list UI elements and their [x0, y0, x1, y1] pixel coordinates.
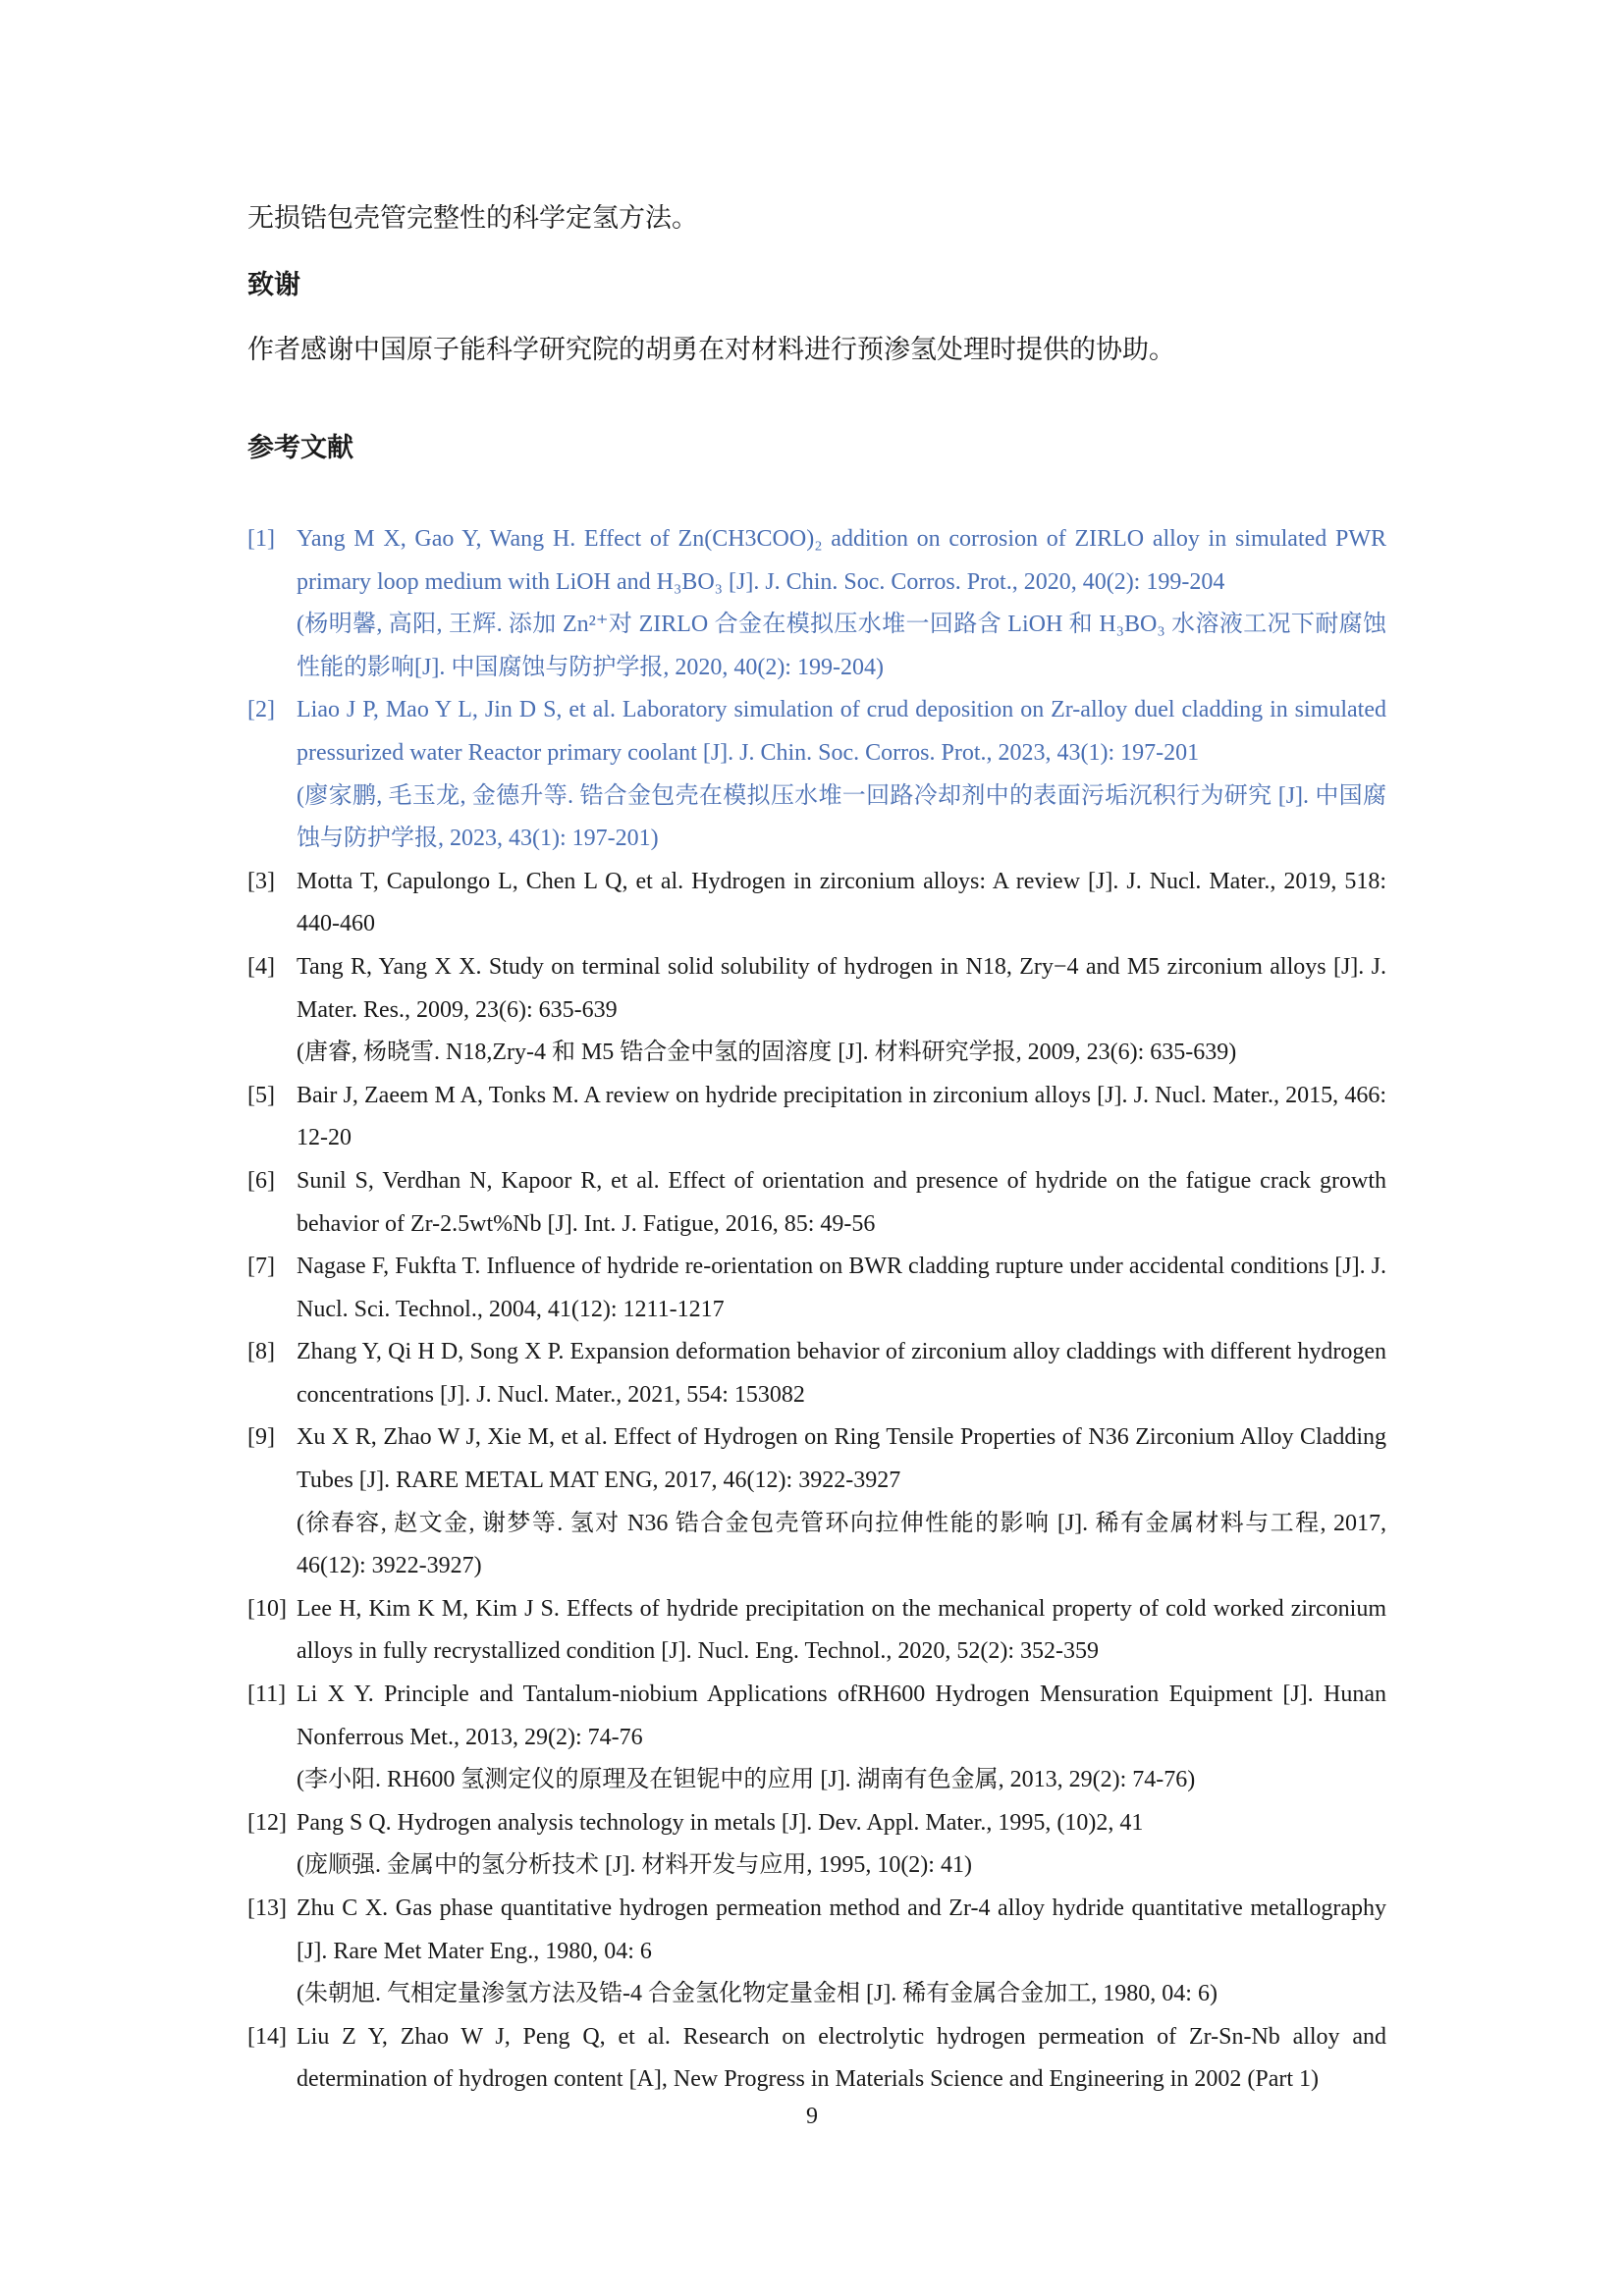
- reference-english: Sunil S, Verdhan N, Kapoor R, et al. Effect of orientation and presence of hydride on the fatigue crack growth behavior of Zr-2.5wt%Nb [J]. Int. J. Fatigue, 2016, 85: 49-56: [297, 1167, 1386, 1237]
- reference-number: [3]: [247, 868, 275, 894]
- reference-item: [247, 1674, 1386, 1802]
- reference-item: [247, 518, 1386, 689]
- reference-number: [2]: [247, 697, 275, 723]
- reference-number: [11]: [247, 1682, 287, 1708]
- reference-item: [247, 2016, 1386, 2102]
- reference-item: [247, 689, 1386, 860]
- reference-number: [8]: [247, 1339, 275, 1365]
- intro-line: 无损锆包壳管完整性的科学定氢方法。: [247, 203, 698, 233]
- reference-chinese: (徐春容, 赵文金, 谢梦等. 氢对 N36 锆合金包壳管环向拉伸性能的影响 [J]. 稀有金属材料与工程, 2017, 46(12): 3922-3927): [297, 1510, 1386, 1579]
- reference-number: [7]: [247, 1254, 275, 1280]
- page-number: 9: [806, 2104, 818, 2129]
- reference-item: [247, 1331, 1386, 1416]
- ack-text: 作者感谢中国原子能科学研究院的胡勇在对材料进行预渗氢处理时提供的协助。: [247, 335, 1175, 364]
- reference-chinese: (李小阳. RH600 氢测定仪的原理及在钽铌中的应用 [J]. 湖南有色金属, 2013, 29(2): 74-76): [297, 1767, 1196, 1793]
- ack-heading: 致谢: [247, 270, 300, 300]
- reference-english: Liu Z Y, Zhao W J, Peng Q, et al. Research on electrolytic hydrogen permeation of Zr-Sn-Nb alloy and determination of hydrogen content [A], New Progress in Materials Science and Engineering in 2002 (Part 1): [297, 2023, 1386, 2093]
- reference-item: [247, 1246, 1386, 1331]
- reference-number: [6]: [247, 1167, 275, 1194]
- reference-item: [247, 1802, 1386, 1888]
- reference-number: [9]: [247, 1424, 275, 1451]
- reference-english: Zhu C X. Gas phase quantitative hydrogen permeation method and Zr-4 alloy hydride quantitative metallography [J]. Rare Met Mater Eng., 1980, 04: 6: [297, 1896, 1386, 1964]
- reference-english: Motta T, Capulongo L, Chen L Q, et al. Hydrogen in zirconium alloys: A review [J]. J. Nucl. Mater., 2019, 518: 440-460: [297, 868, 1386, 937]
- reference-number: [1]: [247, 526, 275, 552]
- reference-item: [247, 1160, 1386, 1246]
- reference-item: [247, 1588, 1386, 1674]
- reference-item: [247, 1888, 1386, 2016]
- reference-english: Bair J, Zaeem M A, Tonks M. A review on hydride precipitation in zirconium alloys [J]. J. Nucl. Mater., 2015, 466: 12-20: [297, 1082, 1386, 1151]
- reference-chinese: (杨明馨, 高阳, 王辉. 添加 Zn²⁺对 ZIRLO 合金在模拟压水堆一回路含 LiOH 和 H₃BO₃ 水溶液工况下耐腐蚀性能的影响[J]. 中国腐蚀与防护学报, 2020, 40(2): 199-204): [297, 612, 1386, 680]
- reference-item: [247, 946, 1386, 1075]
- reference-item: [247, 861, 1386, 946]
- reference-english: Li X Y. Principle and Tantalum-niobium Applications ofRH600 Hydrogen Mensuration Equipment [J]. Hunan Nonferrous Met., 2013, 29(2): 74-76: [297, 1682, 1386, 1750]
- reference-number: [5]: [247, 1082, 275, 1108]
- reference-english: Nagase F, Fukfta T. Influence of hydride re-orientation on BWR cladding rupture under accidental conditions [J]. J. Nucl. Sci. Technol., 2004, 41(12): 1211-1217: [297, 1254, 1386, 1322]
- reference-chinese: (廖家鹏, 毛玉龙, 金德升等. 锆合金包壳在模拟压水堆一回路冷却剂中的表面污垢沉积行为研究 [J]. 中国腐蚀与防护学报, 2023, 43(1): 197-201): [297, 782, 1386, 852]
- reference-item: [247, 1075, 1386, 1160]
- reference-chinese: (朱朝旭. 气相定量渗氢方法及锆-4 合金氢化物定量金相 [J]. 稀有金属合金加工, 1980, 04: 6): [297, 1981, 1218, 2007]
- references-heading: 参考文献: [247, 433, 353, 463]
- reference-english: Lee H, Kim K M, Kim J S. Effects of hydride precipitation on the mechanical property of cold worked zirconium alloys in fully recrystallized condition [J]. Nucl. Eng. Technol., 2020, 52(2): 352-359: [297, 1595, 1386, 1665]
- reference-number: [10]: [247, 1595, 287, 1622]
- reference-english: Yang M X, Gao Y, Wang H. Effect of Zn(CH3COO)₂ addition on corrosion of ZIRLO alloy in simulated PWR primary loop medium with LiOH and H₃BO₃ [J]. J. Chin. Soc. Corros. Prot., 2020, 40(2): 199-204: [297, 526, 1386, 595]
- reference-list: [247, 518, 1386, 2102]
- reference-english: Zhang Y, Qi H D, Song X P. Expansion deformation behavior of zirconium alloy claddings with different hydrogen concentrations [J]. J. Nucl. Mater., 2021, 554: 153082: [297, 1339, 1386, 1408]
- reference-english: Liao J P, Mao Y L, Jin D S, et al. Laboratory simulation of crud deposition on Zr-alloy duel cladding in simulated pressurized water Reactor primary coolant [J]. J. Chin. Soc. Corros. Prot., 2023, 43(1): 197-201: [297, 697, 1386, 766]
- reference-number: [13]: [247, 1896, 287, 1921]
- reference-english: Xu X R, Zhao W J, Xie M, et al. Effect of Hydrogen on Ring Tensile Properties of N36 Zirconium Alloy Cladding Tubes [J]. RARE METAL MAT ENG, 2017, 46(12): 3922-3927: [297, 1424, 1386, 1494]
- reference-english: Tang R, Yang X X. Study on terminal solid solubility of hydrogen in N18, Zry−4 and M5 zirconium alloys [J]. J. Mater. Res., 2009, 23(6): 635-639: [297, 953, 1386, 1023]
- reference-chinese: (庞顺强. 金属中的氢分析技术 [J]. 材料开发与应用, 1995, 10(2): 41): [297, 1852, 972, 1879]
- reference-number: [12]: [247, 1809, 287, 1836]
- reference-english: Pang S Q. Hydrogen analysis technology in metals [J]. Dev. Appl. Mater., 1995, (10)2, 41: [297, 1809, 1144, 1836]
- reference-item: [247, 1416, 1386, 1587]
- reference-number: [4]: [247, 953, 275, 980]
- reference-chinese: (唐睿, 杨晓雪. N18,Zry-4 和 M5 锆合金中氢的固溶度 [J]. 材料研究学报, 2009, 23(6): 635-639): [297, 1040, 1237, 1066]
- reference-number: [14]: [247, 2023, 287, 2050]
